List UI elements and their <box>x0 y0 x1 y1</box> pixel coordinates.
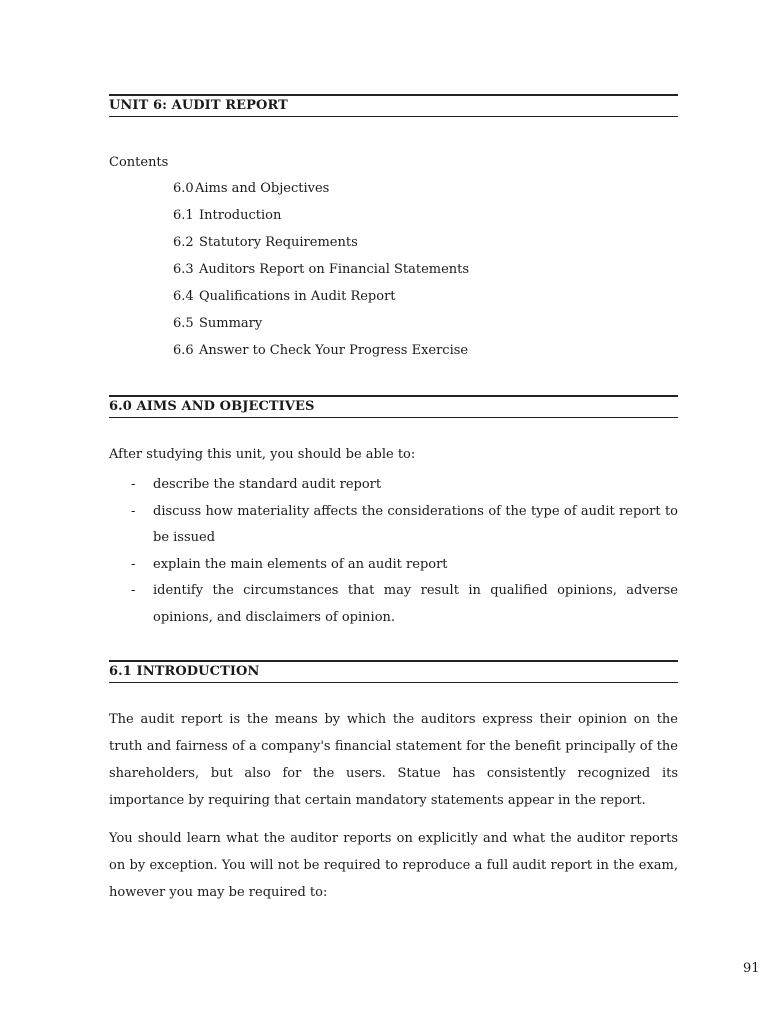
aims-intro: After studying this unit, you should be able to: <box>109 447 416 462</box>
toc-item-title: Statutory Requirements <box>199 235 358 250</box>
unit-heading: UNIT 6: AUDIT REPORT <box>109 94 678 117</box>
toc-item <box>173 207 469 234</box>
table-of-contents <box>173 180 469 369</box>
paragraph: The audit report is the means by which the auditors express their opinion on the truth and fairness of a company's financial statement for the benefit principally of the shareholders, but also for the users. Statue has consistently recognized its importance by requiring that certain mandatory statements appear in the report. <box>109 712 678 808</box>
list-item <box>109 472 678 499</box>
toc-item-number: 6.5 <box>173 316 194 331</box>
list-item <box>109 578 678 631</box>
toc-item-title: Introduction <box>199 208 282 223</box>
toc-item <box>173 234 469 261</box>
toc-item-number: 6.3 <box>173 262 194 277</box>
toc-item-number: 6.4 <box>173 289 194 304</box>
toc-item-title: Summary <box>199 316 263 331</box>
toc-item-title: Auditors Report on Financial Statements <box>199 262 470 277</box>
objectives-list <box>109 472 678 631</box>
list-item-text: discuss how materiality affects the considerations of the type of audit report to be issued <box>153 503 678 545</box>
bullet-dash: - <box>131 556 136 572</box>
list-item <box>109 499 678 552</box>
toc-item <box>173 288 469 315</box>
list-item-text: explain the main elements of an audit report <box>153 556 448 572</box>
section-heading-aims: 6.0 AIMS AND OBJECTIVES <box>109 395 678 418</box>
paragraph: You should learn what the auditor reports on explicitly and what the auditor reports on by exception. You will not be required to reproduce a full audit report in the exam, however you may be required to: <box>109 831 678 900</box>
toc-item-title: Aims and Objectives <box>195 181 330 196</box>
list-item-text: describe the standard audit report <box>153 477 382 492</box>
list-item-text: identify the circumstances that may result in qualified opinions, adverse opinions, and disclaimers of opinion. <box>153 583 678 625</box>
list-item <box>109 552 678 579</box>
toc-item-number: 6.2 <box>173 235 194 250</box>
bullet-dash: - <box>131 503 136 519</box>
toc-item-number: 6.1 <box>173 208 194 223</box>
bullet-dash: - <box>131 583 136 598</box>
bullet-dash: - <box>131 477 136 492</box>
toc-item-number: 6.6 <box>173 343 194 358</box>
toc-item-title: Qualifications in Audit Report <box>199 289 396 304</box>
toc-item-number: 6.0 <box>173 181 194 196</box>
toc-item-title: Answer to Check Your Progress Exercise <box>199 343 469 358</box>
section-heading-introduction: 6.1 INTRODUCTION <box>109 660 678 683</box>
toc-item <box>173 261 469 288</box>
toc-item <box>173 315 469 342</box>
contents-label: Contents <box>109 155 169 170</box>
toc-item <box>173 342 469 369</box>
toc-item <box>173 180 469 207</box>
page-number: 91 <box>743 961 760 976</box>
